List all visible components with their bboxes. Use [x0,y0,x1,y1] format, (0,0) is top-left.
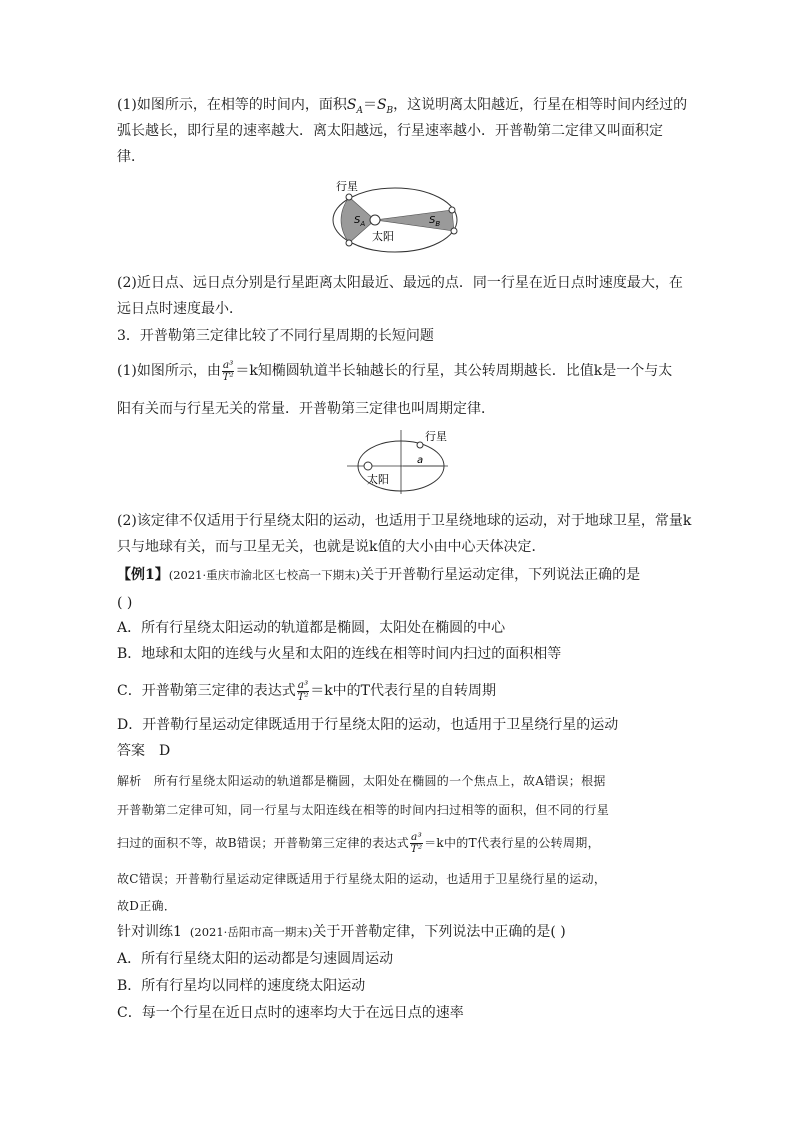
math-s: S [346,97,357,113]
text: ＝k中的T代表行星的自转周期 [310,683,497,699]
analysis-line5: 故D正确． [117,899,177,913]
planet-dot [449,207,455,213]
fraction-a3-t2 [410,832,423,855]
planet-dot [417,442,423,448]
frac-den: T² [222,370,234,383]
example-label: 【例1】 [117,567,169,583]
paragraph-kepler2-line3: 律． [117,149,145,165]
training-option-a: A．所有行星绕太阳的运动都是匀速圆周运动 [117,951,394,967]
paragraph-kepler3-line1 [117,356,672,386]
figure-area-law [330,178,465,253]
label-planet: 行星 [425,430,447,443]
figure-period-law [345,428,450,496]
training-header [117,922,566,942]
heading-kepler3: 3．开普勒第三定律比较了不同行星周期的长短问题 [117,328,434,344]
sun-circle [370,215,380,225]
example-question: 关于开普勒行星运动定律，下列说法正确的是 [360,567,641,583]
option-c [117,676,496,706]
example-header [117,565,640,585]
area-sb [375,210,454,231]
text: C．开普勒第三定律的表达式 [117,683,296,699]
paragraph-kepler2-line2: 弧长越长，即行星的速率越大．离太阳越远，行星速率越小．开普勒第二定律又叫面积定 [117,123,663,139]
training-option-b: B．所有行星均以同样的速度绕太阳运动 [117,978,366,994]
paragraph-kepler3-p2-line2: 只与地球有关，而与卫星无关，也就是说k值的大小由中心天体决定． [117,539,546,555]
training-label: 针对训练1 [117,924,182,940]
analysis-line1: 解析 所有行星绕太阳运动的轨道都是椭圆，太阳处在椭圆的一个焦点上，故A错误；根据 [117,774,606,788]
analysis-line2: 开普勒第二定律可知，同一行星与太阳连线在相等的时间内扫过相等的面积，但不同的行星 [117,803,610,817]
label-a: a [417,455,424,466]
math-s: S [376,97,387,113]
label-sun: 太阳 [367,473,389,486]
frac-den: T² [410,843,423,855]
label-sa: $S_A$ [354,215,366,228]
text: (1)如图所示，在相等的时间内，面积 [117,97,347,113]
training-option-c: C．每一个行星在近日点时的速率均大于在远日点的速率 [117,1005,464,1021]
label-sb: $S_B$ [429,215,441,228]
paragraph-kepler2-line1 [117,95,687,121]
text: ＝k知椭圆轨道半长轴越长的行星，其公转周期越长．比值k是一个与太 [235,363,673,379]
frac-num: a³ [411,831,423,843]
frac-num: a³ [222,358,234,371]
example-blank: ( ) [117,595,133,611]
analysis-line3 [117,828,600,858]
analysis-line4: 故C错误；开普勒行星运动定律既适用于行星绕太阳的运动，也适用于卫星绕行星的运动， [117,872,607,886]
text: ，这说明离太阳越近，行星在相等时间内经过的 [393,97,688,113]
paragraph-perihelion-line1: (2)近日点、远日点分别是行星距离太阳最近、最远的点．同一行星在近日点时速度最大，在 [117,275,683,291]
paragraph-kepler3-p2-line1: (2)该定律不仅适用于行星绕太阳的运动，也适用于卫星绕地球的运动，对于地球卫星，常量k [117,513,692,529]
planet-dot [346,240,352,246]
text: (1)如图所示，由 [117,363,221,379]
math-eq: ＝ [362,97,377,113]
planet-dot [346,194,352,200]
paragraph-kepler3-line2: 阳有关而与行星无关的常量．开普勒第三定律也叫周期定律． [117,401,495,417]
option-b: B．地球和太阳的连线与火星和太阳的连线在相等时间内扫过的面积相等 [117,646,562,662]
option-d: D．开普勒行星运动定律既适用于行星绕太阳的运动，也适用于卫星绕行星的运动 [117,717,619,733]
example-source: (2021·重庆市渝北区七校高一下期末) [168,568,361,582]
paragraph-perihelion-line2: 远日点时速度最小． [117,301,243,317]
label-sun: 太阳 [372,230,394,243]
training-source: (2021·岳阳市高一期末) [189,925,313,939]
answer: 答案 D [117,743,171,759]
training-question: 关于开普勒定律，下列说法中正确的是( ) [312,924,566,940]
planet-dot [451,228,457,234]
label-planet: 行星 [336,180,358,193]
option-a: A．所有行星绕太阳运动的轨道都是椭圆，太阳处在椭圆的中心 [117,620,506,636]
math-sub-a: A [356,105,363,116]
frac-num: a³ [297,678,309,691]
fraction-a3-t2 [222,360,234,383]
math-sub-b: B [386,105,394,116]
text: ＝k中的T代表行星的公转周期， [424,836,600,850]
text: 扫过的面积不等，故B错误；开普勒第三定律的表达式 [117,836,410,850]
frac-den: T² [297,690,309,703]
sun-circle [364,462,372,470]
fraction-a3-t2 [297,680,309,703]
